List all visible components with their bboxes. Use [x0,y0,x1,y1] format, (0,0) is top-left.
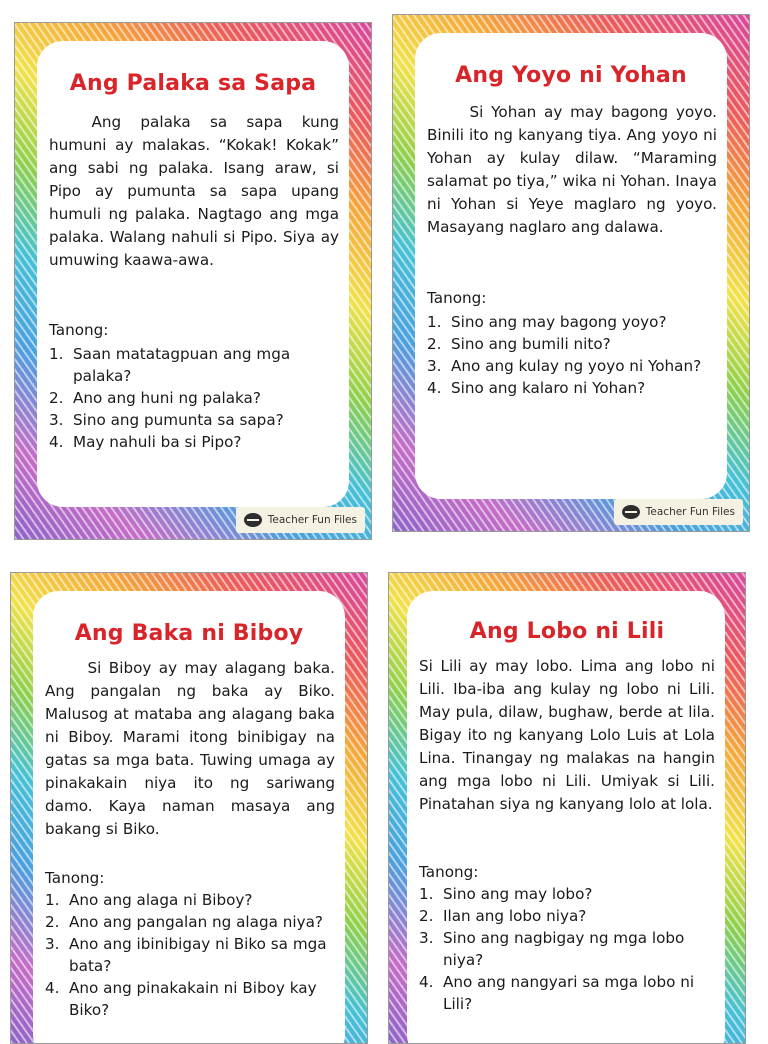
question-text: Ano ang ibinibigay ni Biko sa mga bata? [69,935,327,975]
question-number: 2. [45,913,60,931]
card-title: Ang Palaka sa Sapa [69,71,317,96]
question-item [49,387,339,409]
question-item [49,343,339,387]
teacher-fun-files-logo-icon [622,505,640,519]
question-list [419,883,719,1015]
question-text: Ilan ang lobo niya? [443,907,587,925]
question-list [49,343,339,453]
question-number: 1. [419,885,434,903]
question-list [45,889,335,1021]
card-title: Ang Yoyo ni Yohan [455,63,687,88]
question-item [45,977,335,1021]
question-text: Ano ang kulay ng yoyo ni Yohan? [451,357,702,375]
question-number: 1. [45,891,60,909]
card-title: Ang Baka ni Biboy [74,621,304,646]
question-item [427,311,717,333]
questions-label: Tanong: [419,863,479,881]
question-item [419,905,719,927]
question-number: 1. [427,313,442,331]
question-item [45,911,335,933]
question-text: Ano ang pinakakain ni Biboy kay Biko? [69,979,317,1019]
question-item [49,431,339,453]
question-number: 3. [419,929,434,947]
question-number: 4. [427,379,442,397]
question-item [427,333,717,355]
story-card-yoyo [392,14,750,532]
question-number: 4. [49,433,64,451]
question-text: May nahuli ba si Pipo? [73,433,242,451]
questions-label: Tanong: [427,289,487,307]
question-text: Ano ang nangyari sa mga lobo ni Lili? [443,973,695,1013]
story-text: Si Lili ay may lobo. Lima ang lobo ni Lili. Iba-iba ang kulay ng lobo ni Lili. May pula, dilaw, bughaw, berde at lila. Bigay ito ng kanyang Lolo Luis at Lola Lina. Tinangay ng malakas na hangin ang mga lobo ni Lili. Umiyak si Lili. Pinatahan siya ng kanyang lolo at lola. [419,657,715,813]
question-text: Saan matatagpuan ang mga palaka? [73,345,291,385]
story-card-baka [10,572,368,1044]
question-text: Sino ang nagbigay ng mga lobo niya? [443,929,685,969]
question-text: Sino ang kalaro ni Yohan? [451,379,646,397]
brand-name: Teacher Fun Files [645,506,735,518]
question-number: 2. [419,907,434,925]
question-number: 2. [49,389,64,407]
question-number: 3. [49,411,64,429]
story-card-palaka [14,22,372,540]
questions-label: Tanong: [45,869,105,887]
story-text: Si Biboy ay may alagang baka. Ang pangalan ng baka ay Biko. Malusog at mataba ang alagang baka ni Biboy. Marami itong binibigay na gatas sa mga bata. Tuwing umaga ay pinakakain niya ito ng sariwang damo. Kaya naman masaya ang bakang si Biko. [45,659,335,838]
brand-badge [236,507,365,533]
question-number: 2. [427,335,442,353]
question-text: Sino ang may bagong yoyo? [451,313,667,331]
story-card-lobo [388,572,746,1044]
brand-name: Teacher Fun Files [267,514,357,526]
question-item [427,355,717,377]
question-number: 4. [45,979,60,997]
question-item [419,883,719,905]
card-title: Ang Lobo ni Lili [469,619,665,644]
question-text: Sino ang may lobo? [443,885,593,903]
question-number: 3. [45,935,60,953]
question-item [49,409,339,431]
question-text: Sino ang bumili nito? [451,335,611,353]
story-text: Si Yohan ay may bagong yoyo. Binili ito ng kanyang tiya. Ang yoyo ni Yohan ay kulay dilaw. “Maraming salamat po tiya,” wika ni Yohan. Inaya ni Yohan si Yeye maglaro ng yoyo. Masayang naglaro ang dalawa. [427,103,717,236]
question-text: Sino ang pumunta sa sapa? [73,411,284,429]
question-list [427,311,717,399]
question-item [45,933,335,977]
brand-badge [614,499,743,525]
questions-label: Tanong: [49,321,109,339]
question-item [419,971,719,1015]
question-number: 4. [419,973,434,991]
story-text: Ang palaka sa sapa kung humuni ay malakas. “Kokak! Kokak” ang sabi ng palaka. Isang araw, si Pipo ay pumunta sa sapa upang humuli ng palaka. Nagtago ang mga palaka. Walang nahuli si Pipo. Siya ay umuwing kaawa-awa. [49,113,339,269]
question-item [419,927,719,971]
question-text: Ano ang alaga ni Biboy? [69,891,253,909]
teacher-fun-files-logo-icon [244,513,262,527]
question-text: Ano ang pangalan ng alaga niya? [69,913,323,931]
question-item [45,889,335,911]
question-number: 1. [49,345,64,363]
question-number: 3. [427,357,442,375]
question-item [427,377,717,399]
question-text: Ano ang huni ng palaka? [73,389,261,407]
